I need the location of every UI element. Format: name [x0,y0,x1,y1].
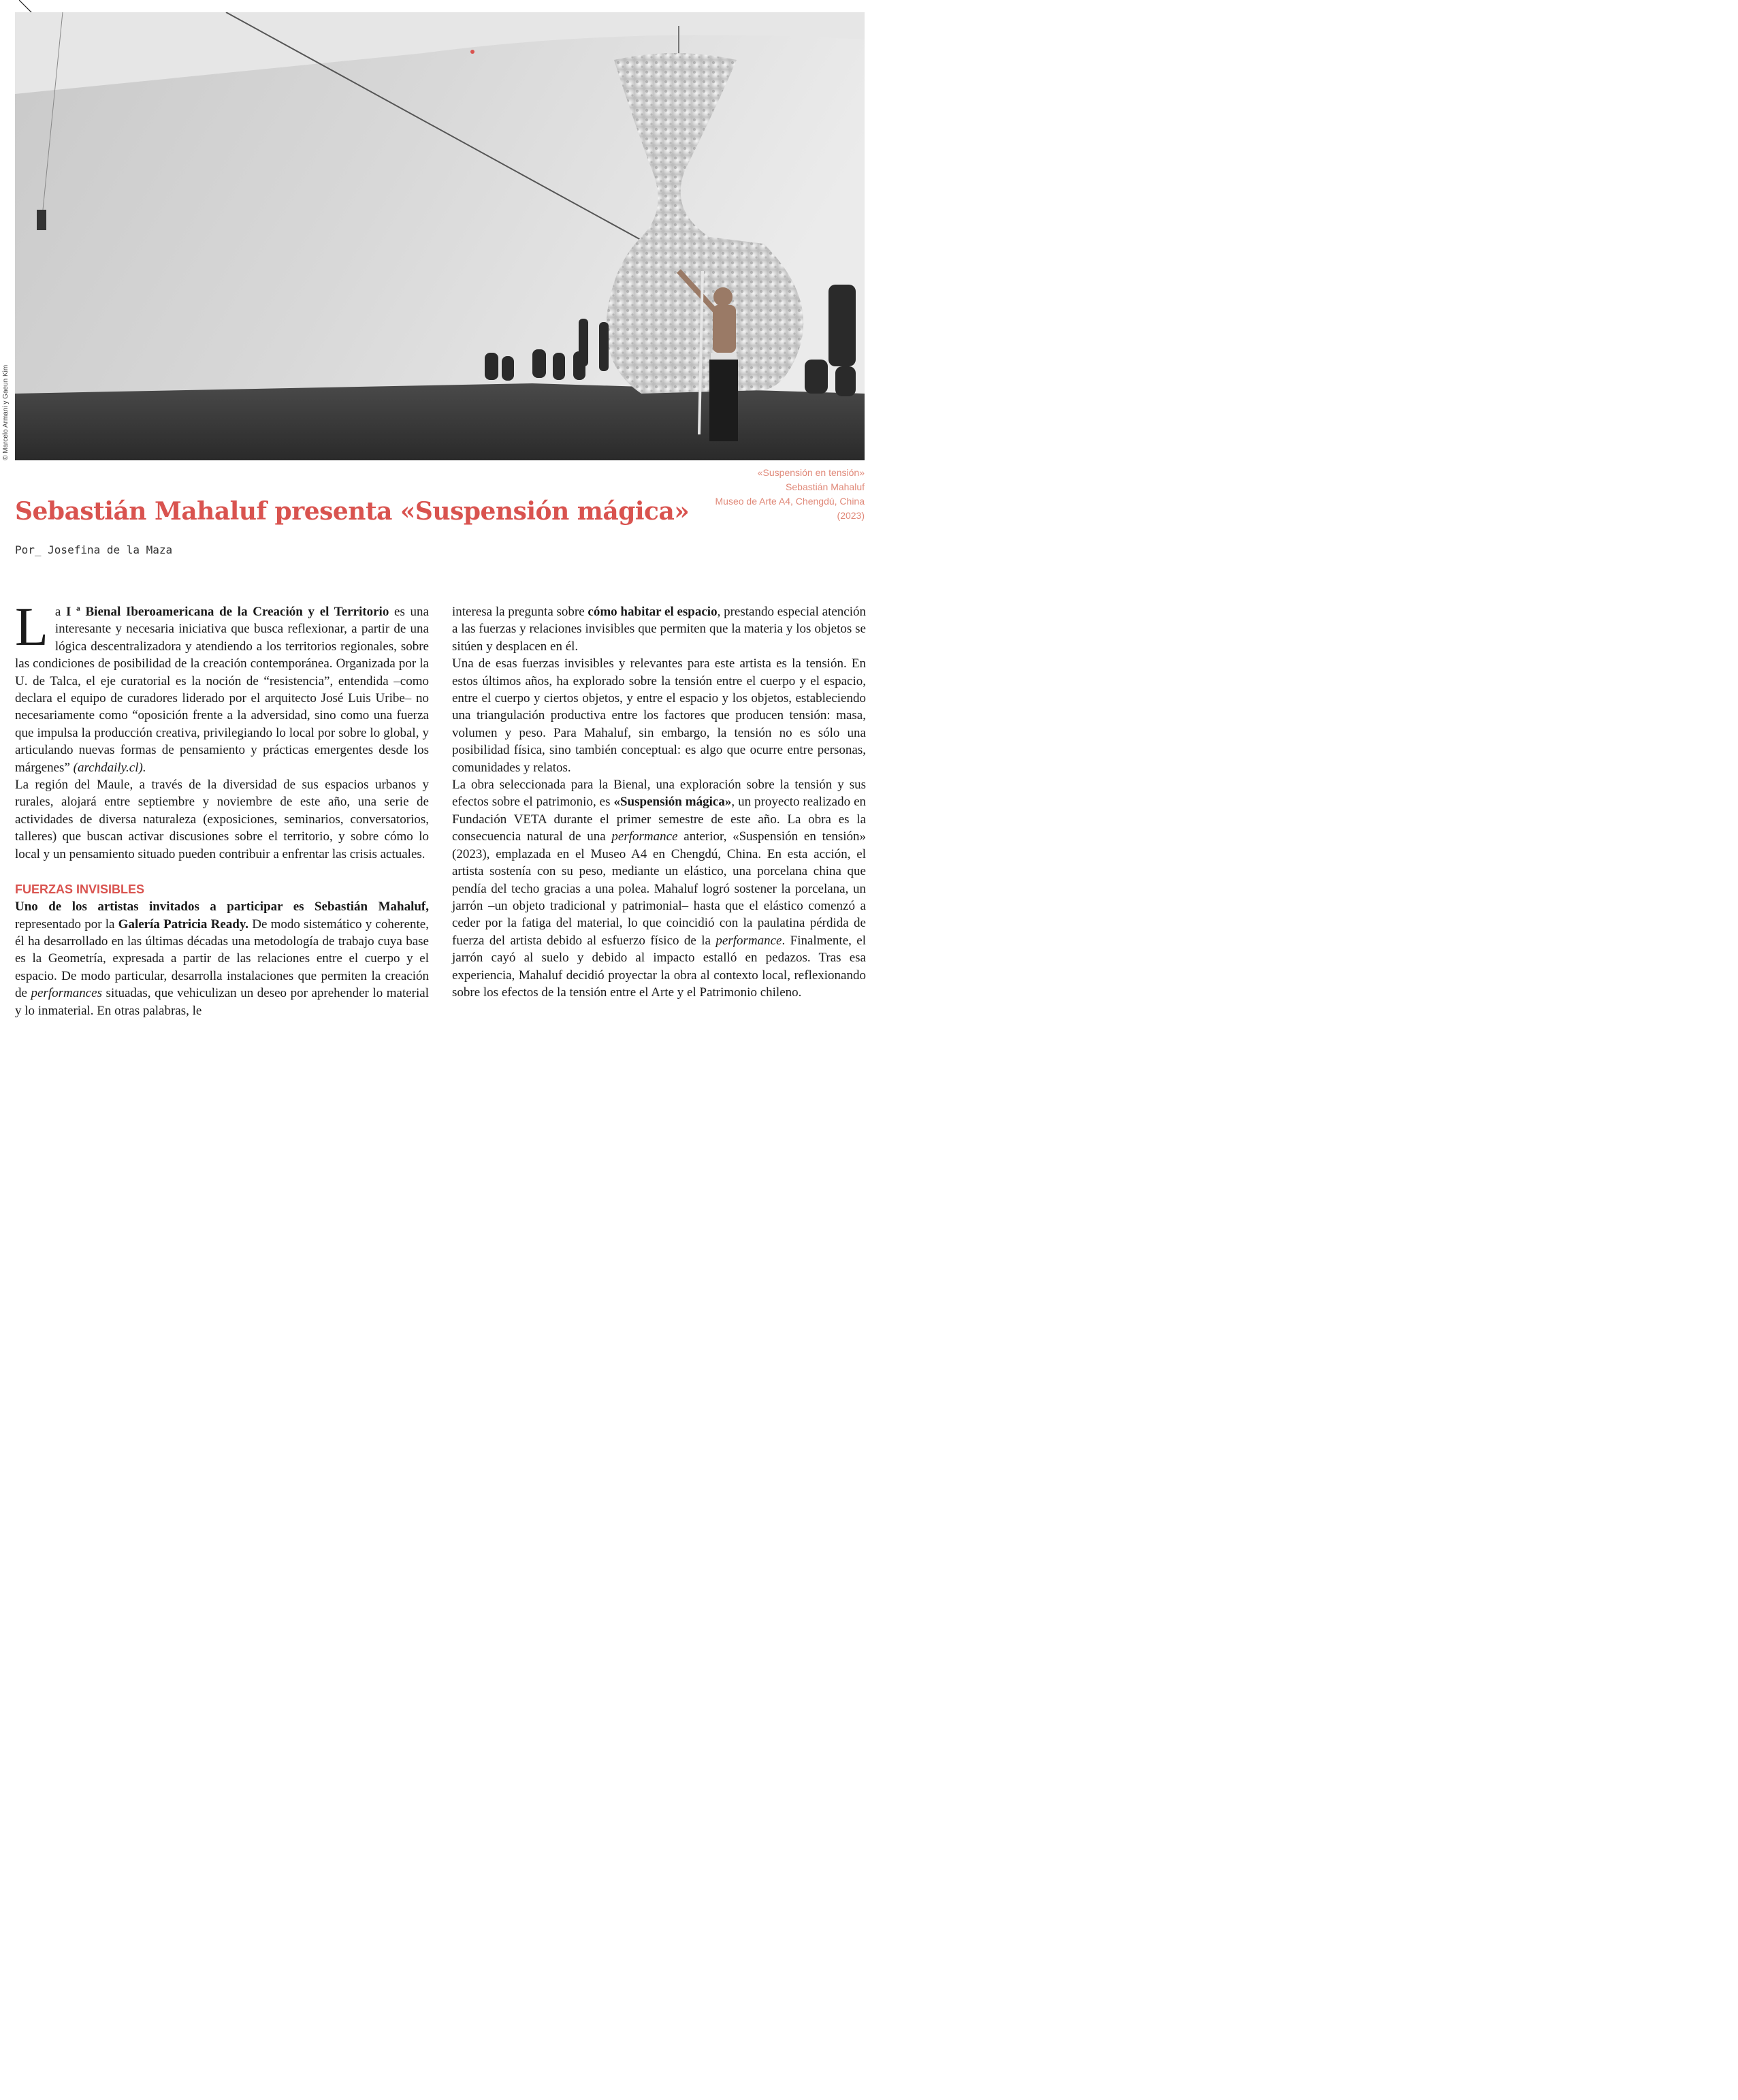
bold-span: I ª Bienal Iberoamericana de la Creación y el Territorio [66,605,389,619]
paragraph [15,898,429,1019]
hero-photo [15,12,865,460]
text-span: representado por la [15,917,118,932]
italic-span: performance [611,829,678,844]
paragraph: Una de esas fuerzas invisibles y relevantes para este artista es la tensión. En estos últimos años, ha explorado sobre la tensión entre el cuerpo y el espacio, entre el cuerpo y ciertos objetos, y entre el espacio y los objetos, estableciendo una triangulación productiva entre los factores que producen tensión: masa, volumen y peso. Para Mahaluf, sin embargo, la tensión no es sólo una posibilidad física, sino también conceptual: es algo que ocurre entre personas, comunidades y relatos. [452,656,866,775]
bold-span: Galería Patricia Ready. [118,917,249,932]
bold-span: «Suspensión mágica» [613,795,732,810]
caption-line: Museo de Arte A4, Chengdú, China [715,496,865,507]
text-span: es una interesante y necesaria iniciativa que busca reflexionar, a partir de una lógica descentralizadora y atendiendo a los territorios regionales, sobre las condiciones de posibilidad de la creación contemporánea. Organizada por la U. de Talca, el eje curatorial es la noción de “resistencia”, entendida –como declara el equipo de curadores liderado por el arquitecto José Luis Uribe– no necesariamente como “oposición frente a la adversidad, sino como una fuerza que impulsa la producción creativa, privilegiando lo local por sobre lo global, y articulando nuevas formas de pensamiento y prácticas emergentes desde los márgenes” [15,605,429,775]
bold-span: Uno de los artistas invitados a participar es Sebastián Mahaluf, [15,900,429,914]
paragraph [15,597,429,776]
caption-line: «Suspensión en tensión» [757,467,865,478]
italic-span: performance [715,933,782,948]
italic-span: performances [31,986,102,1001]
drop-cap: L [15,597,48,657]
bold-span: cómo habitar el espacio [588,605,718,619]
gallery-performance-image [15,12,865,460]
text-span: . Finalmente, el jarrón cayó al suelo y debido al impacto estalló en pedazos. Tras esa experiencia, Mahaluf decidió proyectar la obra al contexto local, reflexionando sobre los efectos de la tensión entre el Arte y el Patrimonio chileno. [452,933,866,1000]
text-span: anterior, «Suspensión en tensión» (2023), emplazada en el Museo A4 en Chengdú, China. En esta acción, el artista sostenía con su peso, mediante un elástico, una porcelana china que pendía del techo gracias a una polea. Mahaluf logró sostener la porcelana, un jarrón –un objeto tradicional y patrimonial– hasta que el elástico comenzó a ceder por la fatiga del material, lo que coincidió con la paulatina pérdida de fuerza del artista debido al esfuerzo físico de la [452,829,866,948]
caption-line: Sebastián Mahaluf [786,481,865,492]
article-title: Sebastián Mahaluf presenta «Suspensión mágica» [15,497,690,526]
text-span: a [54,605,67,619]
photo-credit: © Marcelo Armani y Gaeun Kim [2,364,10,460]
text-span: , prestando especial atención a las fuerzas y relaciones invisibles que permiten que la materia y los objetos se sitúen y desplacen en él. [452,605,867,654]
text-span: , un proyecto realizado en Fundación VETA durante el primer semestre de este año. La obra es la consecuencia natural de una [452,795,867,844]
article-byline: Por_ Josefina de la Maza [15,543,173,556]
caption-line: (2023) [837,510,865,521]
article-column-left [15,597,429,1019]
text-span: situadas, que vehiculizan un deseo por aprehender lo material y lo inmaterial. En otras palabras, le [15,986,429,1018]
article-column-right [452,603,866,1001]
photo-caption [660,466,865,523]
text-span: interesa la pregunta sobre [452,605,588,619]
text-span: De modo sistemático y coherente, él ha desarrollado en las últimas décadas una metodología de trabajo cuya base es la Geometría, expresada a partir de las relaciones entre el cuerpo y el espacio. De modo particular, desarrolla instalaciones que permiten la creación de [15,917,429,1001]
text-span: La obra seleccionada para la Bienal, una exploración sobre la tensión y sus efectos sobre el patrimonio, es [452,778,866,810]
italic-span: (archdaily.cl). [73,760,146,775]
section-heading: FUERZAS INVISIBLES [15,882,145,897]
paragraph [452,776,866,1001]
paragraph [452,603,866,655]
paragraph: La región del Maule, a través de la diversidad de sus espacios urbanos y rurales, alojará entre septiembre y noviembre de este año, una serie de actividades de diversa naturaleza (exposiciones, seminarios, conversatorios, talleres) que buscan activar discusiones sobre el territorio, y sobre cómo lo local y un pensamiento situado pueden contribuir a enfrentar las crisis actuales. [15,778,429,861]
